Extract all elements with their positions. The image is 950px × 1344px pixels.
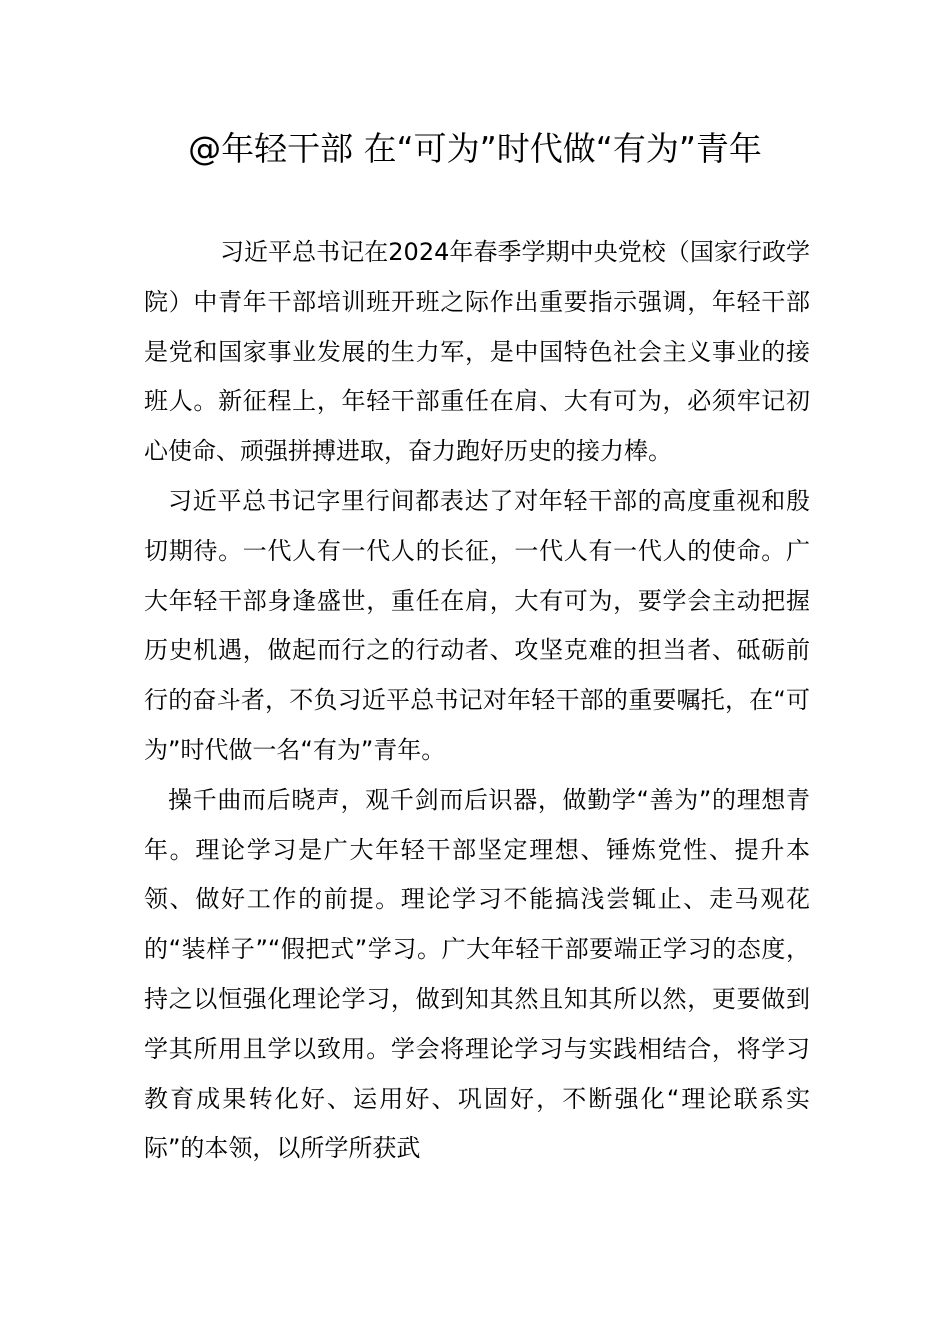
document-title: @年轻干部 在“可为”时代做“有为”青年 <box>188 129 762 168</box>
document-body <box>144 228 810 1174</box>
paragraph-3: 操千曲而后晓声，观千剑而后识器，做勤学“善为”的理想青年。理论学习是广大年轻干部坚定理想、锤炼党性、提升本领、做好工作的前提。理论学习不能搞浅尝辄止、走马观花的“装样子”“假把式”学习。广大年轻干部要端正学习的态度，持之以恒强化理论学习，做到知其然且知其所以然，更要做到学其所用且学以致用。学会将理论学习与实践相结合，将学习教育成果转化好、运用好、巩固好，不断强化“理论联系实际”的本领，以所学所获武 <box>144 785 810 1163</box>
paragraph-1: 习近平总书记在2024年春季学期中央党校（国家行政学院）中青年干部培训班开班之际作出重要指示强调，年轻干部是党和国家事业发展的生力军，是中国特色社会主义事业的接班人。新征程上，年轻干部重任在肩、大有可为，必须牢记初心使命、顽强拼搏进取，奋力跑好历史的接力棒。 <box>144 238 810 466</box>
paragraph-2: 习近平总书记字里行间都表达了对年轻干部的高度重视和殷切期待。一代人有一代人的长征，一代人有一代人的使命。广大年轻干部身逢盛世，重任在肩，大有可为，要学会主动把握历史机遇，做起而行之的行动者、攻坚克难的担当者、砥砺前行的奋斗者，不负习近平总书记对年轻干部的重要嘱托，在“可为”时代做一名“有为”青年。 <box>144 486 810 764</box>
